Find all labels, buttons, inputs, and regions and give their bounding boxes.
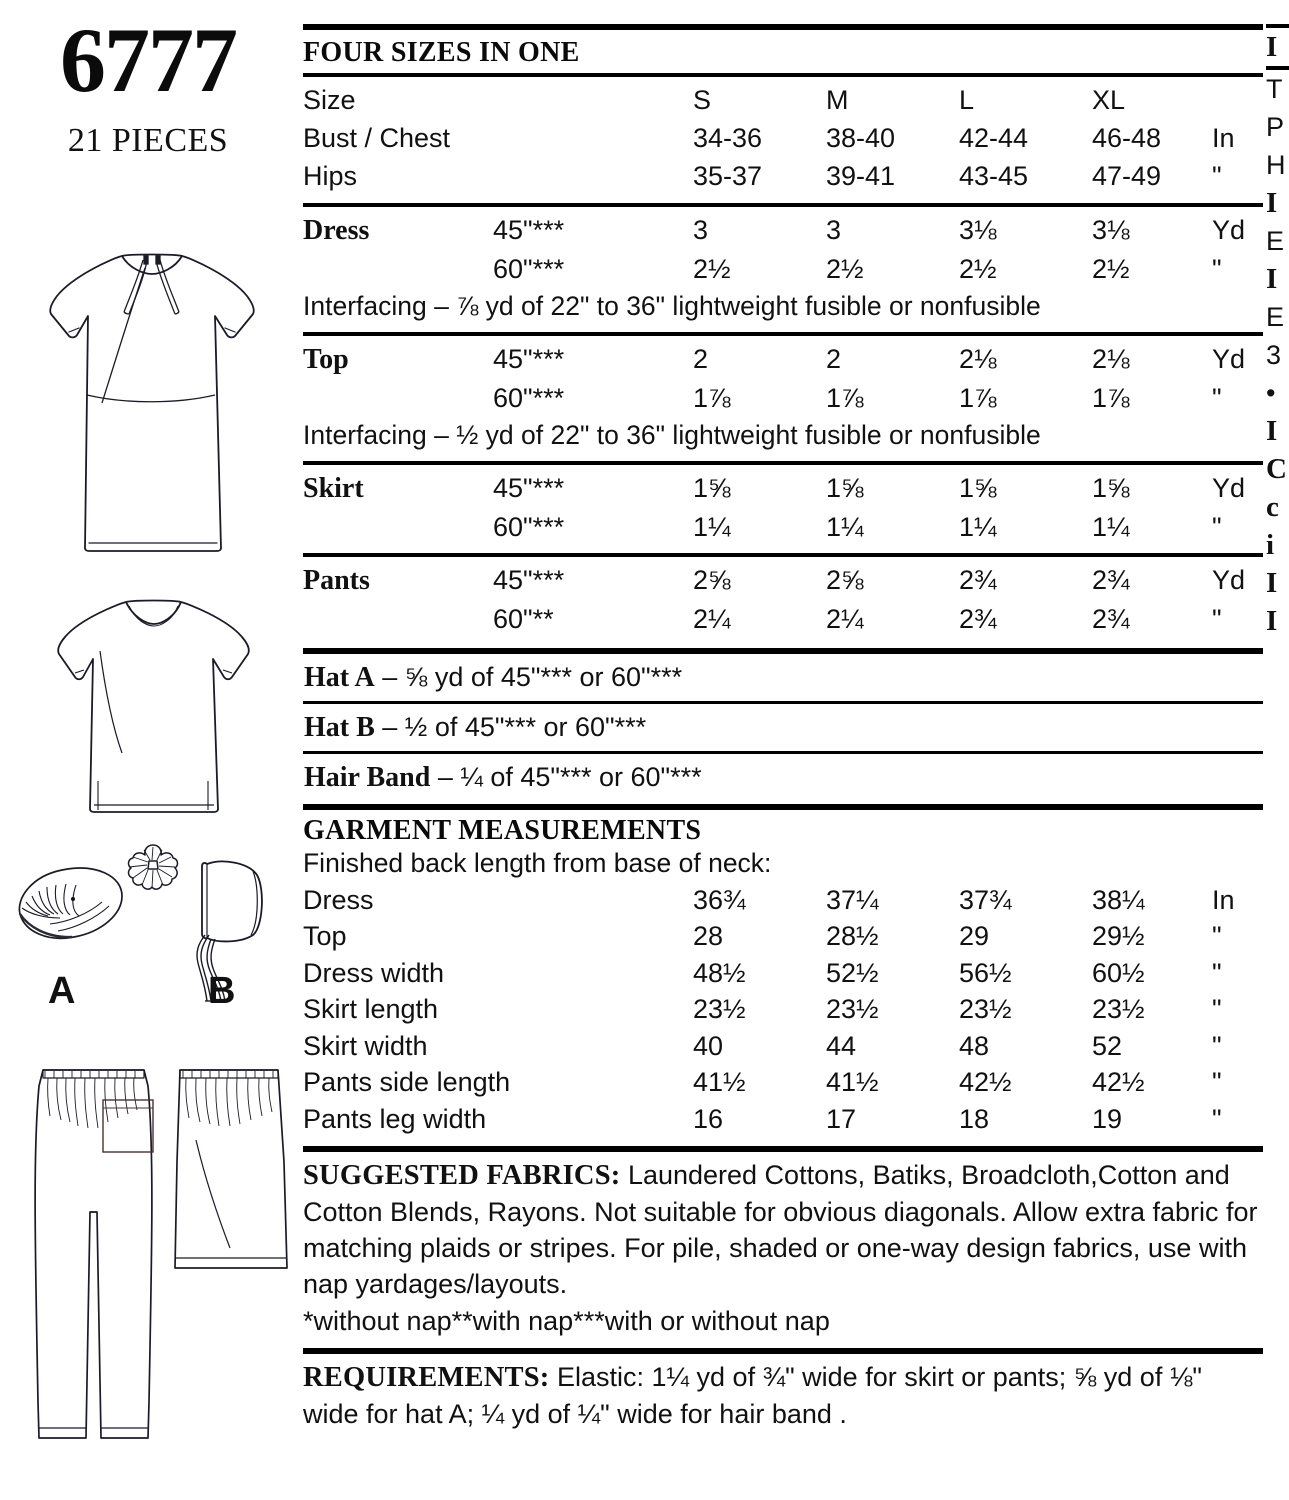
- cell-s: 48½: [693, 957, 746, 988]
- hat-a-label: Hat A: [304, 662, 375, 694]
- cell-unit: ": [1212, 1067, 1222, 1098]
- cell-l: 23½: [959, 994, 1012, 1025]
- cell-xl: 2⅛: [1092, 344, 1130, 375]
- cell-l: 2½: [959, 254, 997, 285]
- divider-pants-top: [303, 553, 1263, 557]
- cell-s: 1⅝: [693, 473, 731, 504]
- hat-a-row: [303, 657, 1263, 698]
- cell-m: 2½: [826, 254, 864, 285]
- top-width-60: 60"***: [493, 383, 565, 414]
- illustration-column: [0, 0, 296, 1500]
- measure-label: Skirt length: [303, 994, 439, 1025]
- dress-width-60: 60"***: [493, 254, 565, 285]
- cell-m: 1¼: [826, 512, 864, 543]
- top-width-45: 45"***: [493, 344, 565, 375]
- cell-s: 1¼: [693, 512, 731, 543]
- table-row: [303, 250, 1263, 288]
- cell-s: 2½: [693, 254, 731, 285]
- cell-m: 52½: [826, 957, 879, 988]
- cell-s: 34-36: [693, 123, 763, 154]
- pieces-count-label: 21 PIECES: [67, 122, 229, 159]
- pants-label: Pants: [303, 565, 370, 597]
- table-row: [303, 157, 1263, 195]
- cell-l: 2⅛: [959, 344, 997, 375]
- measure-label: Top: [303, 921, 347, 952]
- nap-note: *without nap**with nap***with or without nap: [303, 1306, 830, 1337]
- cell-m: 41½: [826, 1067, 879, 1098]
- cell-s: 28: [693, 921, 724, 952]
- cell-xl: 2½: [1092, 254, 1130, 285]
- cell-xl: 60½: [1092, 957, 1145, 988]
- top-label: Top: [303, 344, 349, 376]
- cell-s: 2⅝: [693, 565, 731, 596]
- cell-m: 2¼: [826, 604, 864, 635]
- sliver-line: i: [1266, 529, 1275, 561]
- cell-l: 29: [959, 921, 990, 952]
- hair-band-row: [303, 757, 1263, 798]
- cell-xl: XL: [1092, 85, 1126, 116]
- page-title: 6777: [60, 9, 236, 111]
- bust-chest-label: Bust / Chest: [303, 123, 451, 154]
- cell-l: 1⅞: [959, 383, 997, 414]
- table-row: [303, 508, 1263, 546]
- cell-unit: In: [1212, 884, 1235, 915]
- skirt-label: Skirt: [303, 473, 364, 505]
- sliver-line: I: [1266, 567, 1278, 599]
- cell-s: 23½: [693, 994, 746, 1025]
- cell-l: 42-44: [959, 123, 1029, 154]
- sliver-line: •: [1266, 378, 1276, 408]
- suggested-fabrics-body: Laundered Cottons, Batiks, Broadcloth,Cotton and Cotton Blends, Rayons. Not suitable for obvious diagonals. Allow extra fabric for matching plaids or stripes. For pile, shaded or one-way design fabrics, use with nap yardages/layouts.: [303, 1160, 1258, 1300]
- suggested-fabrics-paragraph: [303, 1157, 1263, 1302]
- sliver-line: E: [1266, 226, 1285, 256]
- cell-unit: Yd: [1212, 344, 1246, 375]
- top-front-view-illustration: [36, 585, 279, 828]
- divider-top: [303, 24, 1263, 30]
- hair-band-flower-illustration: [125, 842, 181, 894]
- table-row: [303, 1101, 1263, 1138]
- cell-m: 38-40: [826, 123, 896, 154]
- cell-s: 3: [693, 215, 709, 246]
- sliver-line: H: [1266, 150, 1286, 180]
- cell-s: 1⅞: [693, 383, 731, 414]
- sliver-line: c: [1266, 491, 1279, 523]
- top-interfacing-note: Interfacing – ½ yd of 22" to 36" lightweight fusible or nonfusible: [303, 420, 1041, 451]
- dress-width-45: 45"***: [493, 215, 565, 246]
- suggested-fabrics-heading: SUGGESTED FABRICS:: [303, 1160, 621, 1192]
- sliver-line: I: [1266, 415, 1278, 447]
- table-row: [303, 81, 1263, 119]
- cell-s: 40: [693, 1030, 724, 1061]
- cell-xl: 38¼: [1092, 884, 1145, 915]
- cell-s: 16: [693, 1103, 724, 1134]
- divider-skirt-top: [303, 461, 1263, 465]
- cell-xl: 1⅞: [1092, 383, 1130, 414]
- pants-width-45: 45"***: [493, 565, 565, 596]
- divider-fabrics-top: [303, 1146, 1263, 1152]
- cell-m: 23½: [826, 994, 879, 1025]
- hat-b-row: [303, 707, 1263, 748]
- hat-a-beret-illustration: [10, 858, 130, 953]
- table-row: [303, 469, 1263, 508]
- hat-b-label: B: [208, 970, 236, 1012]
- hat-b-label: Hat B: [304, 712, 375, 744]
- hair-band-text: – ¼ of 45"*** or 60"***: [430, 762, 702, 793]
- cell-m: 17: [826, 1103, 857, 1134]
- cell-m: 28½: [826, 921, 879, 952]
- dress-front-view-illustration: [25, 228, 290, 563]
- cell-m: M: [826, 85, 849, 116]
- cell-l: 48: [959, 1030, 990, 1061]
- cell-unit: Yd: [1212, 565, 1246, 596]
- cell-m: 2: [826, 344, 842, 375]
- divider-requirements-top: [303, 1348, 1263, 1354]
- cell-s: S: [693, 85, 712, 116]
- divider-top-top: [303, 332, 1263, 336]
- sliver-line: P: [1266, 112, 1285, 142]
- cell-unit: Yd: [1212, 215, 1246, 246]
- cell-unit: ": [1212, 921, 1222, 952]
- table-row: [303, 340, 1263, 379]
- cell-unit: ": [1212, 994, 1222, 1025]
- table-row: [303, 991, 1263, 1028]
- cell-m: 37¼: [826, 884, 879, 915]
- cell-m: 44: [826, 1030, 857, 1061]
- requirements-paragraph: [303, 1359, 1263, 1432]
- size-row-label: Size: [303, 85, 356, 116]
- skirt-width-45: 45"***: [493, 473, 565, 504]
- pants-front-view-illustration: [30, 1062, 158, 1452]
- cell-xl: 52: [1092, 1030, 1123, 1061]
- cell-unit: ": [1212, 1103, 1222, 1134]
- cell-m: 1⅞: [826, 383, 864, 414]
- cell-l: 18: [959, 1103, 990, 1134]
- divider-dress-top: [303, 203, 1263, 207]
- cell-l: 2¾: [959, 604, 997, 635]
- adjacent-column-edge: [1266, 0, 1289, 1500]
- table-row: [303, 119, 1263, 157]
- cell-unit: Yd: [1212, 473, 1246, 504]
- cell-l: 1⅝: [959, 473, 997, 504]
- cell-m: 39-41: [826, 161, 896, 192]
- cell-xl: 29½: [1092, 921, 1145, 952]
- cell-unit: ": [1212, 383, 1222, 414]
- sliver-line: 3: [1266, 340, 1282, 370]
- cell-l: 2¾: [959, 565, 997, 596]
- cell-xl: 23½: [1092, 994, 1145, 1025]
- measure-label: Pants side length: [303, 1067, 511, 1098]
- cell-unit: ": [1212, 957, 1222, 988]
- cell-m: 2⅝: [826, 565, 864, 596]
- table-row: [303, 600, 1263, 638]
- divider-measurements-top: [303, 804, 1263, 810]
- divider-hat-a-top: [303, 648, 1263, 654]
- cell-unit: ": [1212, 604, 1222, 635]
- sliver-line: I: [1266, 263, 1278, 295]
- skirt-front-view-illustration: [172, 1062, 290, 1292]
- requirements-heading: REQUIREMENTS:: [303, 1362, 550, 1394]
- sliver-line: I: [1266, 187, 1278, 219]
- cell-s: 35-37: [693, 161, 763, 192]
- cell-m: 3: [826, 215, 842, 246]
- divider-hat-b-top: [303, 701, 1263, 704]
- pattern-info-panel: [303, 0, 1263, 1500]
- cell-xl: 2¾: [1092, 604, 1130, 635]
- cell-s: 41½: [693, 1067, 746, 1098]
- divider-hair-band-top: [303, 751, 1263, 754]
- cell-xl: 3⅛: [1092, 215, 1130, 246]
- cell-m: 1⅝: [826, 473, 864, 504]
- dress-interfacing-note: Interfacing – ⅞ yd of 22" to 36" lightweight fusible or nonfusible: [303, 291, 1041, 322]
- cell-s: 36¾: [693, 884, 746, 915]
- requirements-body: Elastic: 1¼ yd of ¾" wide for skirt or pants; ⅝ yd of ⅛" wide for hat A; ¼ yd of ¼" wide for hair band .: [303, 1362, 1202, 1430]
- table-row: [303, 918, 1263, 955]
- cell-l: 37¾: [959, 884, 1012, 915]
- cell-xl: 46-48: [1092, 123, 1162, 154]
- cell-xl: 19: [1092, 1103, 1123, 1134]
- measure-label: Pants leg width: [303, 1103, 487, 1134]
- cell-xl: 1⅝: [1092, 473, 1130, 504]
- cell-xl: 1¼: [1092, 512, 1130, 543]
- table-row: [303, 561, 1263, 600]
- cell-l: 42½: [959, 1067, 1012, 1098]
- table-row: [303, 1028, 1263, 1065]
- cell-xl: 42½: [1092, 1067, 1145, 1098]
- hat-a-text: – ⅝ yd of 45"*** or 60"***: [374, 662, 683, 693]
- sliver-line: I: [1266, 31, 1278, 63]
- cell-l: L: [959, 85, 975, 116]
- cell-l: 43-45: [959, 161, 1029, 192]
- cell-xl: 2¾: [1092, 565, 1130, 596]
- skirt-width-60: 60"***: [493, 512, 565, 543]
- divider-sizes-top: [303, 73, 1263, 77]
- cell-unit: ": [1212, 1030, 1222, 1061]
- measure-label: Dress: [303, 884, 374, 915]
- cell-s: 2¼: [693, 604, 731, 635]
- sliver-line: T: [1266, 74, 1283, 104]
- cell-l: 3⅛: [959, 215, 997, 246]
- sliver-line: C: [1266, 453, 1287, 485]
- garment-measurements-subtitle: Finished back length from base of neck:: [303, 847, 772, 878]
- measure-label: Dress width: [303, 957, 445, 988]
- hips-label: Hips: [303, 161, 358, 192]
- sliver-line: E: [1266, 302, 1285, 332]
- measure-label: Skirt width: [303, 1030, 428, 1061]
- table-row: [303, 955, 1263, 992]
- cell-l: 56½: [959, 957, 1012, 988]
- cell-xl: 47-49: [1092, 161, 1162, 192]
- table-row: [303, 882, 1263, 919]
- garment-measurements-title: GARMENT MEASUREMENTS: [303, 815, 702, 847]
- four-sizes-title: FOUR SIZES IN ONE: [303, 37, 580, 68]
- hat-b-text: – ½ of 45"*** or 60"***: [374, 712, 647, 743]
- table-row: [303, 211, 1263, 250]
- hat-b-bonnet-illustration: [193, 855, 283, 1005]
- sliver-line: I: [1266, 605, 1278, 637]
- cell-unit: ": [1212, 254, 1222, 285]
- cell-unit: ": [1212, 161, 1222, 192]
- table-row: [303, 379, 1263, 417]
- table-row: [303, 1064, 1263, 1101]
- hat-a-label: A: [48, 970, 76, 1012]
- cell-s: 2: [693, 344, 709, 375]
- hair-band-label: Hair Band: [304, 762, 431, 794]
- dress-label: Dress: [303, 215, 370, 247]
- cell-unit: ": [1212, 512, 1222, 543]
- cell-l: 1¼: [959, 512, 997, 543]
- cell-unit: In: [1212, 123, 1235, 154]
- pants-width-60: 60"**: [493, 604, 554, 635]
